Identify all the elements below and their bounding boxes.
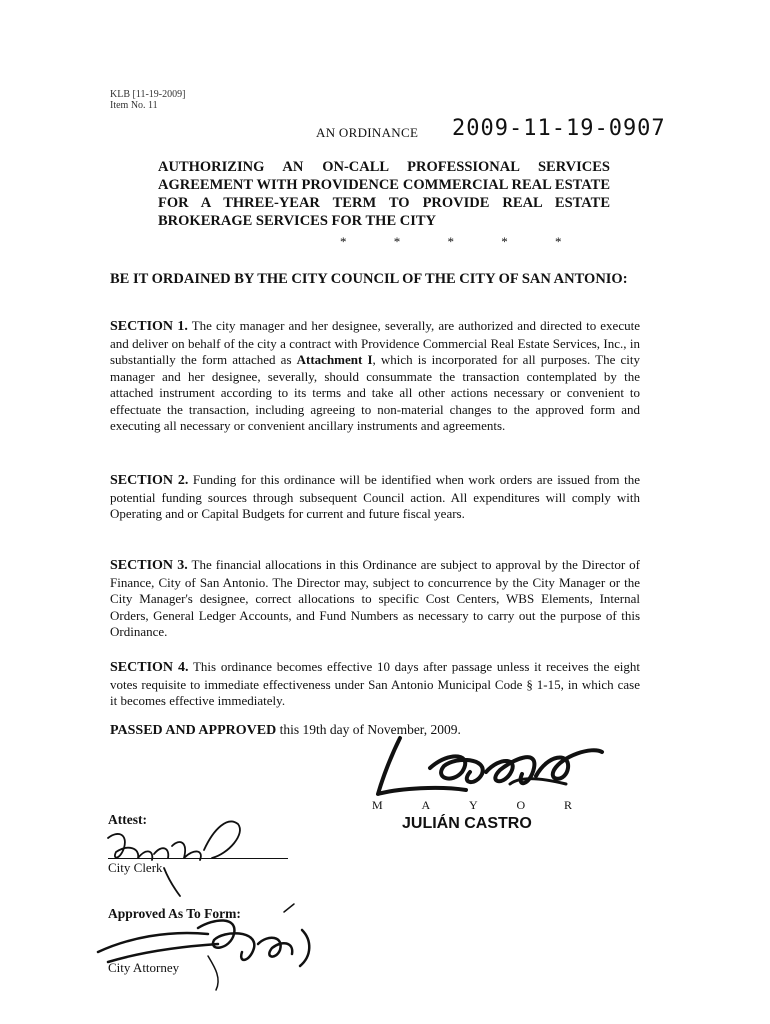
reference-code: KLB [11-19-2009] xyxy=(110,89,186,100)
mayor-letter: A xyxy=(421,798,431,812)
section-4 xyxy=(110,659,640,710)
section-3 xyxy=(110,557,640,641)
section-2-text: Funding for this ordinance will be identified when work orders are issued from the potential funding sources through subsequent Council action. All expenditures will comply with Operating and or Capital Budgets for current and future fiscal years. xyxy=(110,472,640,521)
item-number: Item No. 11 xyxy=(110,100,158,111)
attest-label: Attest: xyxy=(108,812,147,827)
ordinance-subject: AUTHORIZING AN ON-CALL PROFESSIONAL SERVICES AGREEMENT WITH PROVIDENCE COMMERCIAL REAL ESTATE FOR A THREE-YEAR TERM TO PROVIDE REAL ESTATE BROKERAGE SERVICES FOR THE CITY xyxy=(158,159,610,229)
mayor-signature xyxy=(370,728,610,808)
section-4-text: This ordinance becomes effective 10 days after passage unless it receives the eight votes requisite to immediate effectiveness under San Antonio Municipal Code § 1-15, in which case it becomes effective immediately. xyxy=(110,659,640,708)
section-1-attachment: Attachment I xyxy=(296,352,373,367)
ordinance-number: 2009-11-19-0907 xyxy=(452,116,666,141)
section-4-heading: SECTION 4. xyxy=(110,660,189,675)
section-1-heading: SECTION 1. xyxy=(110,319,188,334)
ordinance-title xyxy=(0,116,770,146)
ordinance-label: AN ORDINANCE xyxy=(316,125,419,140)
mayor-letter: O xyxy=(516,798,526,812)
city-clerk-signature xyxy=(88,808,248,898)
section-2 xyxy=(110,472,640,523)
section-1 xyxy=(110,318,640,435)
section-3-heading: SECTION 3. xyxy=(110,558,188,573)
city-attorney-label: City Attorney xyxy=(108,960,180,975)
passed-date: this 19th day of November, 2009. xyxy=(276,722,461,737)
separator-stars: * * * * * xyxy=(340,234,584,249)
passed-label: PASSED AND APPROVED xyxy=(110,723,277,738)
section-1-text-b: , which is incorporated for all purposes. The city manager and her designee, severally, should consummate the transaction contemplated by the attached instrument according to its terms and take all other actions necessary or convenient to effectuate the transaction, including agreeing to non-material changes to the approved form and executing all necessary or convenient ancillary instruments and agreements. xyxy=(110,352,640,433)
city-attorney-signature xyxy=(88,900,328,995)
approved-as-to-form-label: Approved As To Form: xyxy=(108,906,241,921)
ordained-clause: BE IT ORDAINED BY THE CITY COUNCIL OF THE CITY OF SAN ANTONIO: xyxy=(110,271,628,287)
section-1-text-a: The city manager and her designee, severally, are authorized and directed to execute and deliver on behalf of the city a contract with Providence Commercial Real Estate Services, Inc., in substantially the form attached as xyxy=(110,318,640,367)
mayor-letter: R xyxy=(563,798,572,812)
section-2-heading: SECTION 2. xyxy=(110,473,189,488)
city-clerk-signature-line xyxy=(108,858,288,859)
city-clerk-label: City Clerk xyxy=(108,860,163,875)
section-3-text: The financial allocations in this Ordinance are subject to approval by the Director of Finance, City of San Antonio. The Director may, subject to concurrence by the City Manager or the City Manager's designee, correct allocations to specific Cost Centers, WBS Elements, Internal Orders, General Ledger Accounts, and Fund Numbers as necessary to carry out the purpose of this Ordinance. xyxy=(110,557,640,639)
document-reference xyxy=(110,89,185,111)
mayor-name: JULIÁN CASTRO xyxy=(402,815,532,832)
mayor-letter: M xyxy=(372,798,383,812)
mayor-letter: Y xyxy=(468,798,478,812)
mayor-title xyxy=(372,798,572,813)
